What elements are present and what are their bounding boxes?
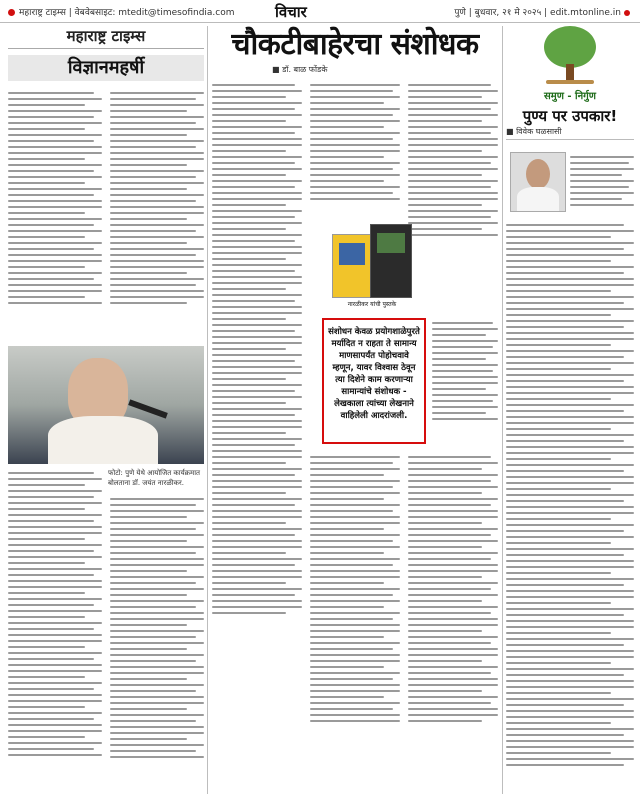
- author-photo: [510, 152, 566, 212]
- photo-caption: फोटो: पुणे येथे आयोजित कार्यक्रमात बोलताना डॉ. जयंत नारळीकर.: [108, 469, 201, 487]
- red-dot-icon: [624, 10, 630, 16]
- portrait-photo: [8, 346, 204, 464]
- left-article-title: विज्ञानमहर्षी: [8, 55, 204, 81]
- left-article-text: [8, 468, 102, 794]
- main-article-text: [310, 452, 400, 794]
- left-article-text: [110, 494, 204, 794]
- book-covers-image: [332, 224, 412, 314]
- right-article-title: पुण्य पर उपकार!: [522, 107, 618, 125]
- main-article: [212, 26, 498, 794]
- main-article-text: [310, 80, 400, 220]
- header-right-text: पुणे | बुधवार, २१ मे २०२५ | edit.mtonline.in: [454, 8, 621, 18]
- header-right: [454, 5, 630, 18]
- main-article-byline: ■ डॉ. बाळ फोंडके: [272, 65, 328, 74]
- main-article-text: [432, 318, 498, 444]
- main-article-text: [408, 452, 498, 794]
- left-article-text: [8, 88, 102, 338]
- book-caption: नारळीकर यांची पुस्तके: [347, 301, 397, 308]
- header-left: [8, 5, 235, 18]
- tree-icon: [536, 26, 604, 96]
- column-divider: [502, 26, 503, 794]
- right-article-text: [506, 220, 634, 794]
- right-article-byline: ■ विवेक घळसासी: [506, 126, 634, 140]
- pull-quote: संशोधन केवळ प्रयोगशाळेपुरते मर्यादित न राहता ते सामान्य माणसापर्यंत पोहोचवावे म्हणून, यावर विश्वास ठेवून त्या दिशेने काम करणाऱ्या सामान्यांचे संशोधक - लेखकाला त्यांच्या लेखनाने वाहिलेली आदरांजली.: [322, 318, 426, 444]
- section-title: विचार: [275, 3, 307, 21]
- left-column: [8, 26, 204, 794]
- left-article-text: [110, 88, 204, 338]
- main-article-text: [212, 80, 302, 794]
- masthead-logo: महाराष्ट्र टाइम्स: [8, 26, 204, 49]
- right-column: [506, 26, 634, 794]
- right-article-text: [570, 152, 634, 214]
- red-dot-icon: [8, 9, 15, 16]
- main-article-title: चौकटीबाहेरचा संशोधक: [231, 27, 479, 62]
- column-divider: [207, 26, 208, 794]
- header-bar: [0, 0, 640, 23]
- main-article-text: [408, 80, 498, 270]
- column-brand: समुण - निर्गुण: [543, 91, 597, 102]
- header-left-text: महाराष्ट्र टाइम्स | वेबवेबसाइट: mtedit@timesofindia.com: [19, 8, 235, 18]
